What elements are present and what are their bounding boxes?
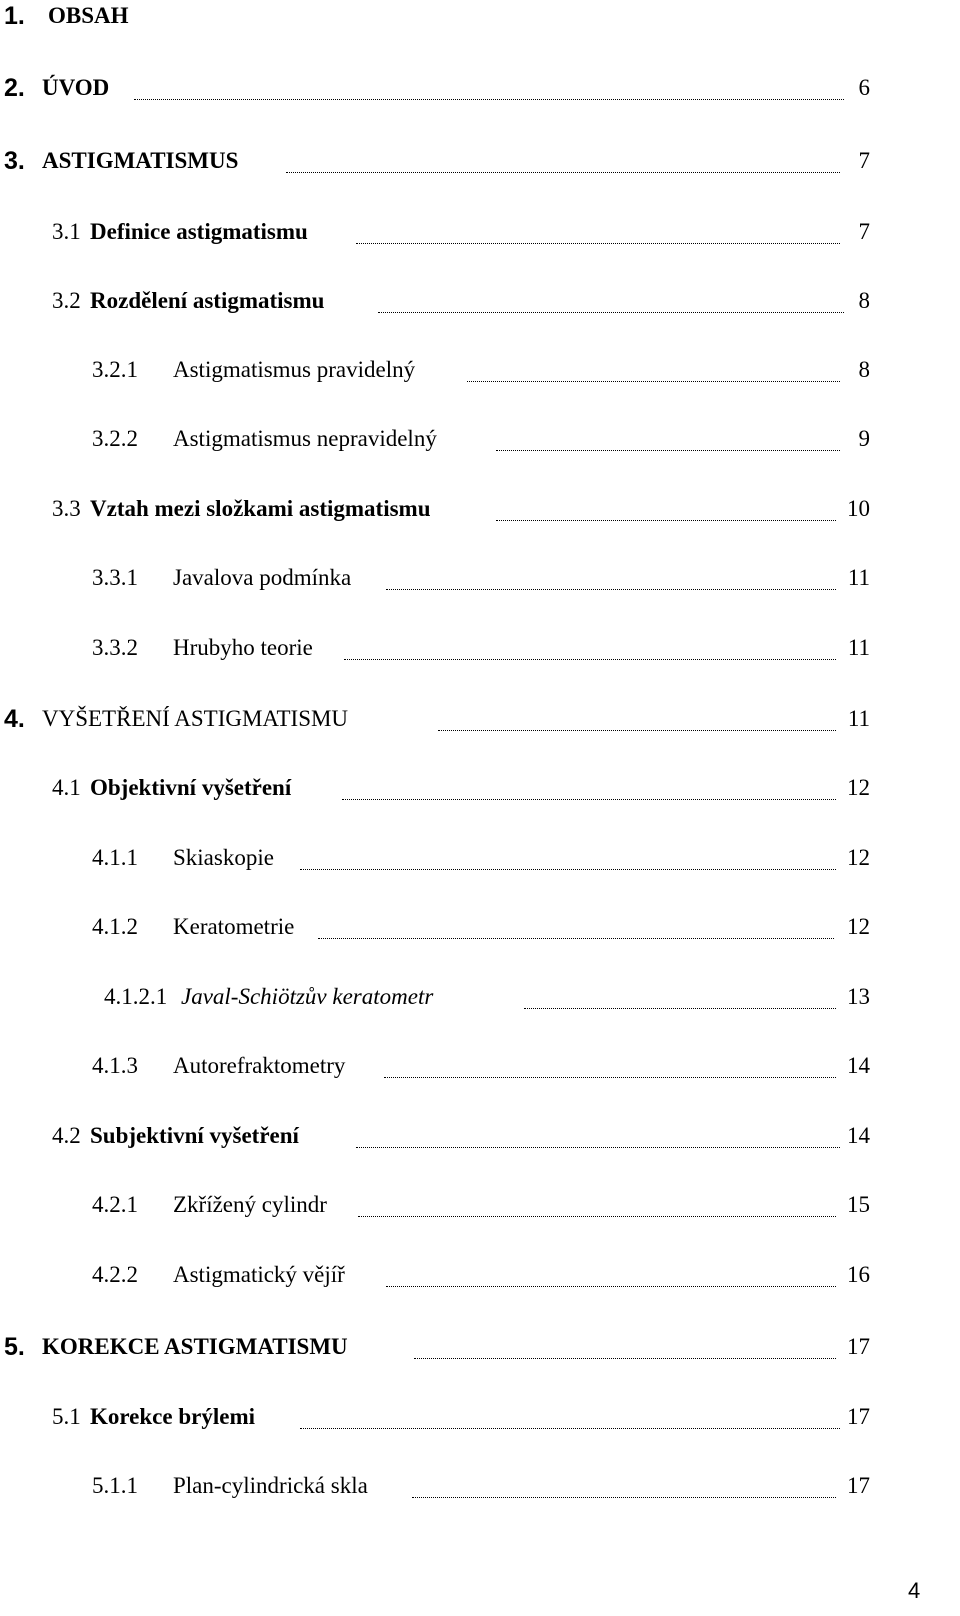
dot-leader <box>378 311 844 313</box>
toc-title: OBSAH <box>48 3 129 28</box>
toc-title: Javal-Schiötzův keratometr <box>181 984 434 1009</box>
dot-leader <box>300 868 836 870</box>
toc-page: 17 <box>847 1404 870 1429</box>
toc-page: 15 <box>847 1192 870 1217</box>
toc-title: Definice astigmatismu <box>90 219 308 244</box>
toc-number: 3.2.2 <box>92 426 138 451</box>
dot-leader <box>496 449 840 451</box>
toc-number: 4.2.1 <box>92 1192 138 1217</box>
dot-leader <box>386 1285 836 1287</box>
toc-page: 6 <box>858 75 870 100</box>
toc-title: Plan-cylindrická skla <box>173 1473 368 1498</box>
toc-number: 4.1.3 <box>92 1053 138 1078</box>
toc-title: Astigmatismus pravidelný <box>173 357 416 382</box>
toc-page: 11 <box>847 565 870 590</box>
dot-leader <box>356 1146 840 1148</box>
dot-leader <box>344 658 836 660</box>
toc-title: Skiaskopie <box>173 845 274 870</box>
toc-title: KOREKCE ASTIGMATISMU <box>42 1334 348 1359</box>
dot-leader <box>524 1007 836 1009</box>
dot-leader <box>358 1215 836 1217</box>
toc-title: Korekce brýlemi <box>90 1404 255 1429</box>
toc-number: 4.1.2 <box>92 914 138 939</box>
toc-title: Javalova podmínka <box>173 565 352 590</box>
toc-number: 3.2.1 <box>92 357 138 382</box>
toc-page: 11 <box>847 706 870 731</box>
toc-number: 1. <box>4 2 25 30</box>
toc-number: 4.1 <box>52 775 81 800</box>
toc-title: Autorefraktometry <box>173 1053 346 1078</box>
toc-title: ÚVOD <box>42 75 110 100</box>
toc-number: 3.2 <box>52 288 81 313</box>
dot-leader <box>318 937 834 939</box>
toc-title: VYŠETŘENÍ ASTIGMATISMU <box>42 706 349 731</box>
dot-leader <box>134 98 844 100</box>
toc-page: 9 <box>858 426 870 451</box>
toc-page: 10 <box>847 496 870 521</box>
toc-page: 7 <box>858 219 870 244</box>
dot-leader <box>412 1496 836 1498</box>
dot-leader <box>467 380 840 382</box>
dot-leader <box>300 1427 840 1429</box>
toc-number: 3. <box>4 147 25 175</box>
toc-page: 11 <box>847 635 870 660</box>
dot-leader <box>286 171 840 173</box>
toc-number: 4. <box>4 705 25 733</box>
toc-title: ASTIGMATISMUS <box>42 148 239 173</box>
toc-number: 5.1.1 <box>92 1473 138 1498</box>
toc-title: Vztah mezi složkami astigmatismu <box>90 496 431 521</box>
toc-title: Astigmatismus nepravidelný <box>173 426 437 451</box>
toc-page: 12 <box>847 775 870 800</box>
toc-number: 5. <box>4 1333 25 1361</box>
toc-page: 13 <box>847 984 870 1009</box>
toc-page: 14 <box>847 1053 870 1078</box>
toc-number: 3.1 <box>52 219 81 244</box>
toc-title: Subjektivní vyšetření <box>90 1123 299 1148</box>
dot-leader <box>386 588 836 590</box>
toc-page: 7 <box>858 148 870 173</box>
toc-page: 12 <box>847 845 870 870</box>
toc-number: 5.1 <box>52 1404 81 1429</box>
toc-page: 8 <box>858 357 870 382</box>
toc-title: Astigmatický vějíř <box>173 1262 345 1287</box>
toc-page: 17 <box>847 1473 870 1498</box>
toc-page: 12 <box>847 914 870 939</box>
toc-page: 14 <box>847 1123 870 1148</box>
toc-number: 4.1.2.1 <box>104 984 168 1009</box>
toc-number: 2. <box>4 74 25 102</box>
toc-number: 4.2.2 <box>92 1262 138 1287</box>
dot-leader <box>342 798 836 800</box>
toc-title: Keratometrie <box>173 914 295 939</box>
toc-title: Zkřížený cylindr <box>173 1192 327 1217</box>
dot-leader <box>414 1357 836 1359</box>
toc-number: 4.1.1 <box>92 845 138 870</box>
dot-leader <box>438 729 836 731</box>
toc-number: 4.2 <box>52 1123 81 1148</box>
page-number: 4 <box>908 1578 921 1603</box>
toc-title: Rozdělení astigmatismu <box>90 288 325 313</box>
toc-number: 3.3.1 <box>92 565 138 590</box>
toc-page: 17 <box>847 1334 870 1359</box>
toc-title: Objektivní vyšetření <box>90 775 292 800</box>
dot-leader <box>496 519 836 521</box>
dot-leader <box>384 1076 836 1078</box>
toc-title: Hrubyho teorie <box>173 635 313 660</box>
toc-page: 8 <box>858 288 870 313</box>
dot-leader <box>356 242 840 244</box>
toc-number: 3.3.2 <box>92 635 138 660</box>
toc-number: 3.3 <box>52 496 81 521</box>
toc-page: 16 <box>847 1262 870 1287</box>
